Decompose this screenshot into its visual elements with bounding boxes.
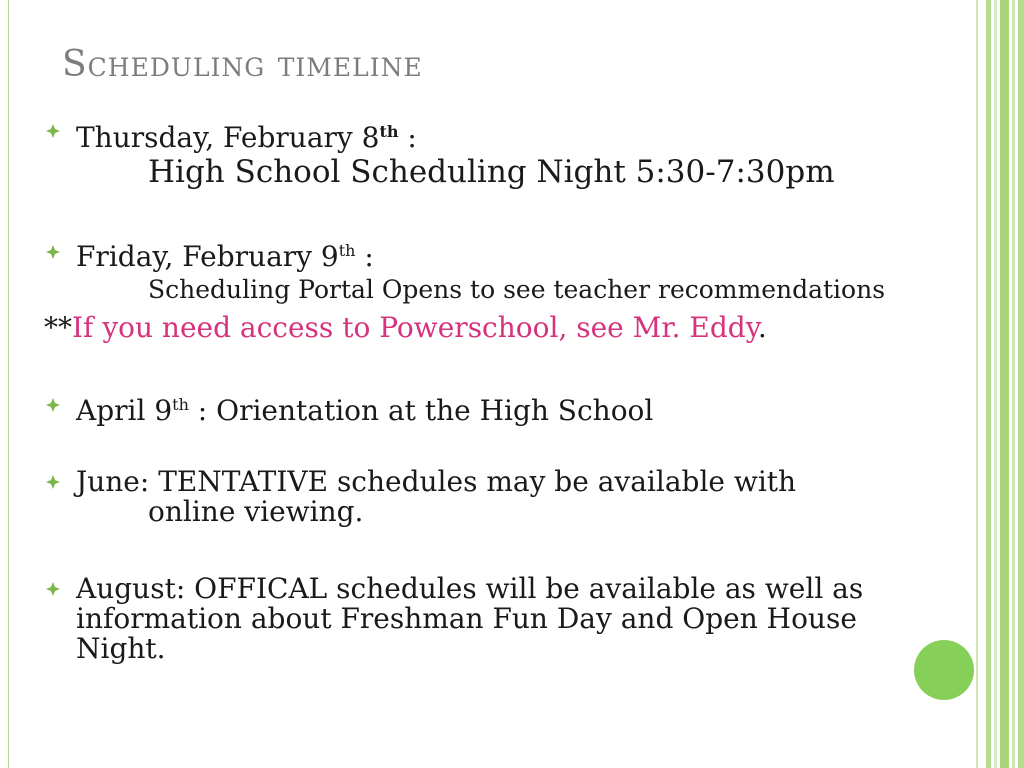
item-text: June: TENTATIVE schedules may be available with <box>76 465 797 498</box>
item-note: **If you need access to Powerschool, see Mr. Eddy. <box>44 311 767 344</box>
diamond-bullet-icon <box>46 124 62 140</box>
item-date: Thursday, February 8th : <box>76 121 417 154</box>
right-stripe <box>994 0 997 768</box>
item-detail: Scheduling Portal Opens to see teacher recommendations <box>148 275 886 304</box>
right-stripe <box>986 0 991 768</box>
right-stripe <box>1012 0 1015 768</box>
right-stripe <box>1000 0 1009 768</box>
diamond-bullet-icon <box>46 245 62 261</box>
diamond-bullet-icon <box>46 398 62 414</box>
right-stripe <box>1018 0 1024 768</box>
slide-title: Scheduling timeline <box>62 44 423 85</box>
diamond-bullet-icon <box>46 582 62 598</box>
item-text: Night. <box>76 632 166 665</box>
item-date: Friday, February 9th : <box>76 240 374 273</box>
item-text: information about Freshman Fun Day and Open House <box>76 602 857 635</box>
left-border <box>8 0 9 768</box>
item-date: April 9th : Orientation at the High School <box>76 394 654 427</box>
decorative-circle <box>914 640 974 700</box>
right-stripe <box>976 0 978 768</box>
item-detail: High School Scheduling Night 5:30-7:30pm <box>148 154 835 190</box>
item-text: August: OFFICAL schedules will be available as well as <box>76 572 864 605</box>
item-text: online viewing. <box>148 495 364 528</box>
diamond-bullet-icon <box>46 475 62 491</box>
